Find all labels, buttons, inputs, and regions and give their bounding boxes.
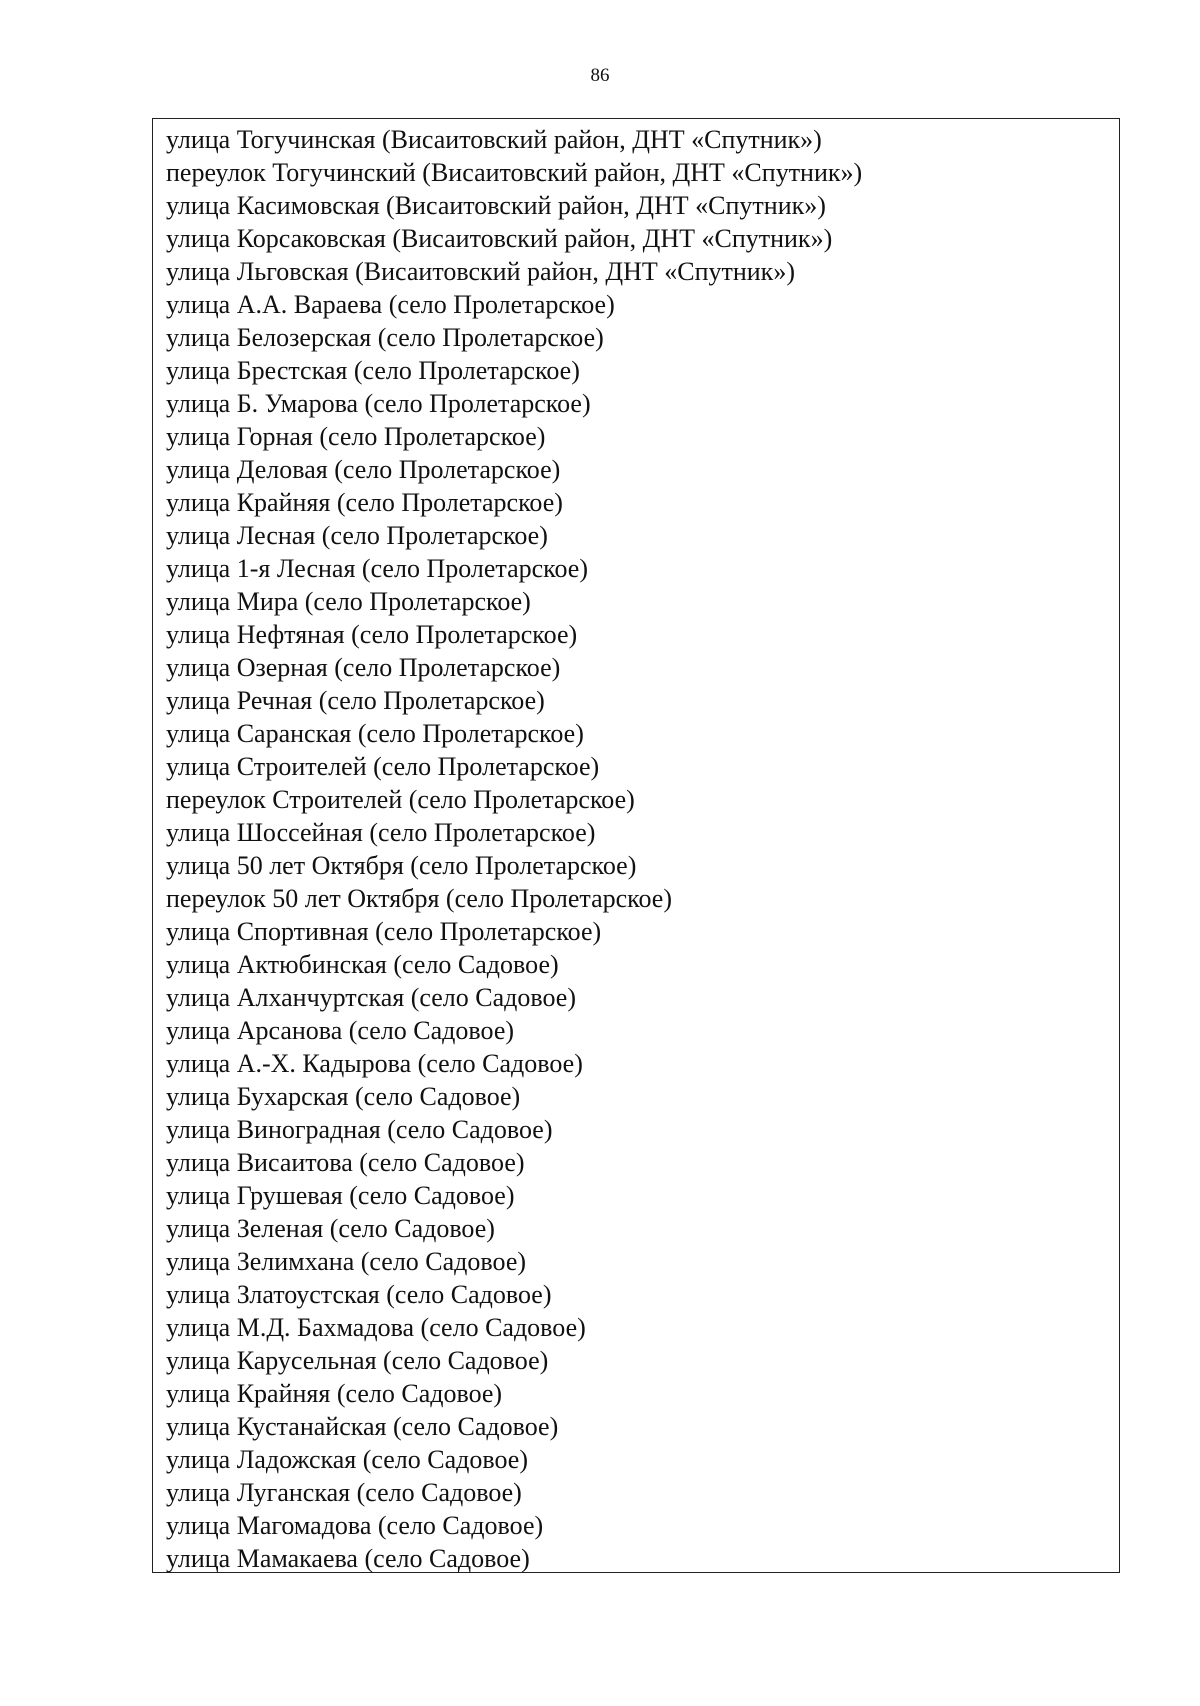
street-row: улица А.-Х. Кадырова (село Садовое): [166, 1049, 583, 1078]
street-row: улица Виноградная (село Садовое): [166, 1115, 553, 1144]
street-row: улица Висаитова (село Садовое): [166, 1148, 525, 1177]
street-row: улица Крайняя (село Пролетарское): [166, 488, 563, 517]
street-row: улица Деловая (село Пролетарское): [166, 455, 561, 484]
street-row: улица Златоустская (село Садовое): [166, 1280, 552, 1309]
street-row: улица Магомадова (село Садовое): [166, 1511, 544, 1540]
street-row: улица Алханчуртская (село Садовое): [166, 983, 577, 1012]
street-row: улица Шоссейная (село Пролетарское): [166, 818, 596, 847]
street-row: улица Мира (село Пролетарское): [166, 587, 531, 616]
street-row: улица Тогучинская (Висаитовский район, ДНТ «Спутник»): [166, 125, 822, 154]
street-row: улица Горная (село Пролетарское): [166, 422, 546, 451]
street-row: улица Грушевая (село Садовое): [166, 1181, 515, 1210]
street-row: улица Брестская (село Пролетарское): [166, 356, 580, 385]
street-row: улица Корсаковская (Висаитовский район, ДНТ «Спутник»): [166, 224, 833, 253]
street-row: улица Зелимхана (село Садовое): [166, 1247, 527, 1276]
street-row: улица А.А. Вараева (село Пролетарское): [166, 290, 615, 319]
page-number: 86: [590, 65, 610, 86]
street-row: улица 50 лет Октября (село Пролетарское): [166, 851, 637, 880]
street-row: улица Белозерская (село Пролетарское): [166, 323, 604, 352]
street-row: улица Речная (село Пролетарское): [166, 686, 545, 715]
street-row: улица М.Д. Бахмадова (село Садовое): [166, 1313, 586, 1342]
street-list: [166, 123, 1119, 1575]
street-row: улица Зеленая (село Садовое): [166, 1214, 495, 1243]
street-row: улица Лесная (село Пролетарское): [166, 521, 548, 550]
street-row: улица Льговская (Висаитовский район, ДНТ «Спутник»): [166, 257, 795, 286]
street-row: улица Нефтяная (село Пролетарское): [166, 620, 578, 649]
street-row: улица Крайняя (село Садовое): [166, 1379, 503, 1408]
street-row: переулок 50 лет Октября (село Пролетарское): [166, 884, 672, 913]
street-row: улица 1-я Лесная (село Пролетарское): [166, 554, 588, 583]
street-row: переулок Строителей (село Пролетарское): [166, 785, 635, 814]
street-row: улица Озерная (село Пролетарское): [166, 653, 561, 682]
street-row: улица Строителей (село Пролетарское): [166, 752, 600, 781]
street-row: улица Саранская (село Пролетарское): [166, 719, 584, 748]
street-row: улица Б. Умарова (село Пролетарское): [166, 389, 591, 418]
street-row: улица Актюбинская (село Садовое): [166, 950, 559, 979]
street-row: улица Ладожская (село Садовое): [166, 1445, 528, 1474]
street-row: улица Мамакаева (село Садовое): [166, 1544, 530, 1573]
street-row: улица Бухарская (село Садовое): [166, 1082, 521, 1111]
street-row: улица Луганская (село Садовое): [166, 1478, 522, 1507]
street-row: улица Спортивная (село Пролетарское): [166, 917, 602, 946]
street-row: улица Касимовская (Висаитовский район, ДНТ «Спутник»): [166, 191, 826, 220]
street-table: [152, 118, 1120, 1573]
street-row: улица Карусельная (село Садовое): [166, 1346, 549, 1375]
street-row: улица Кустанайская (село Садовое): [166, 1412, 559, 1441]
street-row: переулок Тогучинский (Висаитовский район, ДНТ «Спутник»): [166, 158, 863, 187]
street-row: улица Арсанова (село Садовое): [166, 1016, 515, 1045]
